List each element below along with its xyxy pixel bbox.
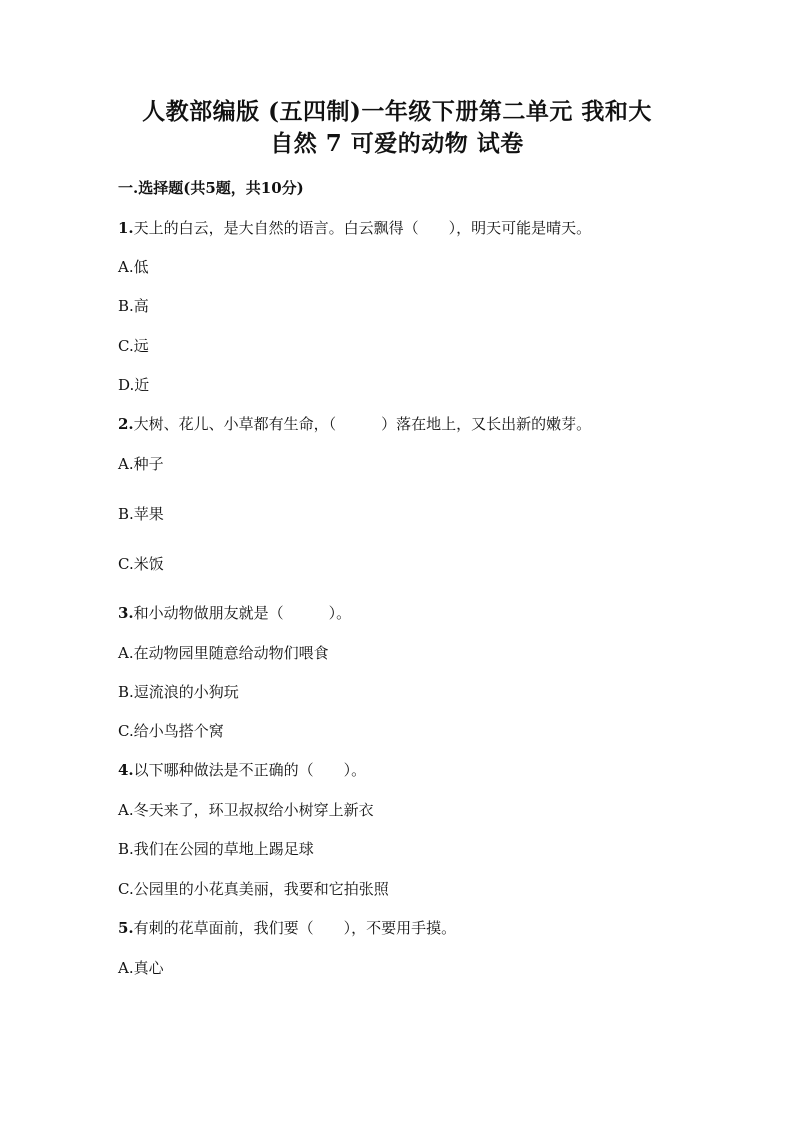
question-number: 2. bbox=[118, 415, 134, 433]
question-5 bbox=[118, 918, 456, 938]
question-number: 5. bbox=[118, 919, 134, 937]
option-5a: A.真心 bbox=[118, 959, 164, 977]
title-line-1: 人教部编版 (五四制)一年级下册第二单元 我和大 bbox=[142, 98, 652, 125]
option-3c: C.给小鸟搭个窝 bbox=[118, 722, 224, 740]
page-title bbox=[120, 96, 674, 160]
question-text: 以下哪种做法是不正确的（ ）。 bbox=[133, 761, 367, 779]
option-1b: B.高 bbox=[118, 297, 149, 315]
option-4b: B.我们在公园的草地上踢足球 bbox=[118, 840, 314, 858]
section-header: 一.选择题(共5题，共10分) bbox=[118, 179, 304, 197]
question-4 bbox=[118, 760, 366, 780]
option-2a: A.种子 bbox=[118, 455, 164, 473]
option-4c: C.公园里的小花真美丽，我要和它拍张照 bbox=[118, 880, 389, 898]
question-1 bbox=[118, 218, 591, 238]
title-line-2: 自然 7 可爱的动物 试卷 bbox=[270, 130, 524, 157]
option-1a: A.低 bbox=[118, 258, 149, 276]
option-2b: B.苹果 bbox=[118, 505, 164, 523]
question-text: 天上的白云，是大自然的语言。白云飘得（ ），明天可能是晴天。 bbox=[133, 219, 592, 237]
question-text: 大树、花儿、小草都有生命，（ ）落在地上，又长出新的嫩芽。 bbox=[133, 415, 592, 433]
question-number: 1. bbox=[118, 219, 134, 237]
option-4a: A.冬天来了，环卫叔叔给小树穿上新衣 bbox=[118, 801, 374, 819]
question-number: 4. bbox=[118, 761, 134, 779]
question-3 bbox=[118, 603, 351, 623]
question-text: 和小动物做朋友就是（ ）。 bbox=[133, 604, 352, 622]
option-1c: C.远 bbox=[118, 337, 149, 355]
question-number: 3. bbox=[118, 604, 134, 622]
option-3b: B.逗流浪的小狗玩 bbox=[118, 683, 239, 701]
option-1d: D.近 bbox=[118, 376, 150, 394]
option-3a: A.在动物园里随意给动物们喂食 bbox=[118, 644, 329, 662]
question-2 bbox=[118, 414, 591, 434]
question-text: 有刺的花草面前，我们要（ ），不要用手摸。 bbox=[133, 919, 457, 937]
option-2c: C.米饭 bbox=[118, 555, 164, 573]
